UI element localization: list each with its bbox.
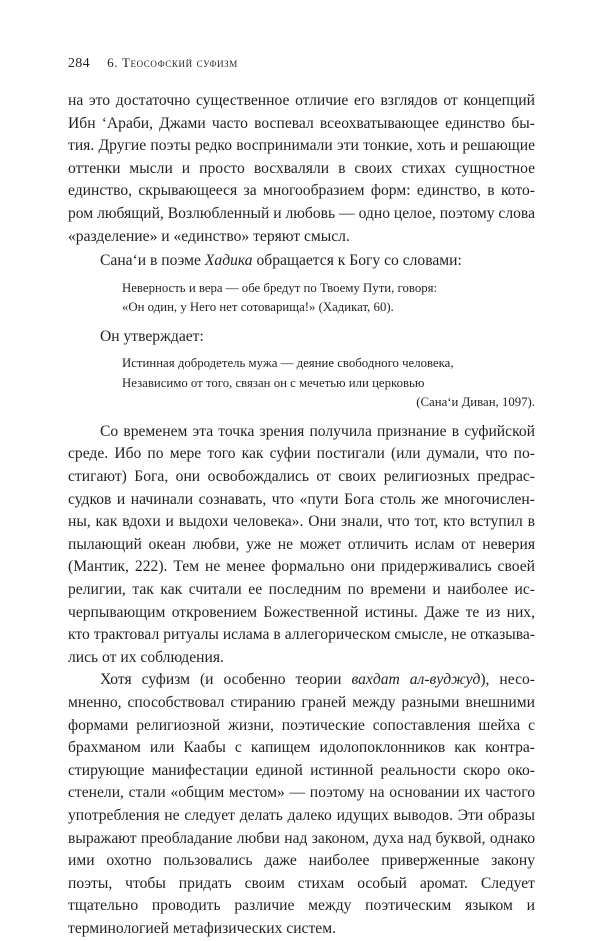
verse-line: «Он один, у Него нет сотоварища!» (Хадикат, 60). [122, 300, 394, 315]
paragraph-sanai-hadika [68, 250, 535, 273]
verse-source: (Сана‘и Диван, 1097). [416, 395, 535, 410]
running-header [68, 53, 538, 73]
paragraph-continuation: на это достаточно существенное отличие его взглядов от концепций Ибн ‘Араби, Джами часто воспевал всеохватывающее единство бытия. Другие поэты редко воспринимали эти тонкие, хоть и решающие оттенки мысли и просто восхваляли в своих стихах сущностное единство, скрывающееся за многообразием форм: единство, в котором любящий, Возлюбленный и любовь — одно целое, поэтому слова «разделение» и «единство» теряют смысл. [68, 92, 535, 245]
page-number: 284 [68, 56, 90, 71]
verse-line: Истинная добродетель мужа — деяние свободного человека, [122, 356, 454, 371]
main-text [68, 90, 535, 941]
verse-quote-hadika [122, 279, 535, 318]
verse-line: Независимо от того, связан он с мечетью или церковью [122, 375, 425, 390]
paragraph-he-asserts: Он утверждает: [100, 327, 204, 345]
work-title-italic: Хадика [204, 252, 253, 270]
paragraph-text: обращается к Богу со словами: [252, 252, 462, 270]
paragraph-wahdat [68, 669, 535, 940]
paragraph-text: ), несомненно, способствовал стиранию граней между разными внешними формами религиозной жизни, поэтические сопоставления шейха с брахманом или Каабы с капищем идолопоклонников как контрастирующие манифестации единой истинной реальности скоро окостенели, стали «общим местом» — поэтому на основании их частого употребления не следует делать далеко идущих выводов. Эти образы выражают преобладание любви над законом, духа над буквой, однако ими охотно пользовались даже наиболее приверженные закону поэты, чтобы придать своим стихам особый аромат. Следует тщательно проводить различие между поэтическим языком и терминологией метафизических систем. [68, 671, 535, 937]
chapter-title: 6. Теософский суфизм [107, 55, 238, 70]
verse-line: Неверность и вера — обе бредут по Твоему Пути, говоря: [122, 280, 438, 295]
term-italic: вахдат ал-вуджуд [351, 671, 481, 689]
paragraph-recognition: Со временем эта точка зрения получила признание в суфийской среде. Ибо по мере того как суфии постигали (или думали, что постигают) Бога, они освобождались от своих религиозных предрассудков и начинали сознавать, что «пути Бога столь же многочисленны, как вдохи и выдохи человека». Они знали, что тот, кто вступил в пылающий океан любви, уже не может отличить ислам от неверия (Мантик, 222). Тем не менее формально они придерживались своей религии, так как считали ее последним по времени и наиболее исчерпывающим откровением Божественной истины. Даже те из них, кто трактовал ритуалы ислама в аллегорическом смысле, не отказывались от их соблюдения. [68, 422, 535, 666]
paragraph-text: Хотя суфизм (и особенно теории [100, 671, 352, 689]
paragraph-text: Сана‘и в поэме [100, 252, 205, 270]
verse-quote-divan [122, 354, 535, 413]
